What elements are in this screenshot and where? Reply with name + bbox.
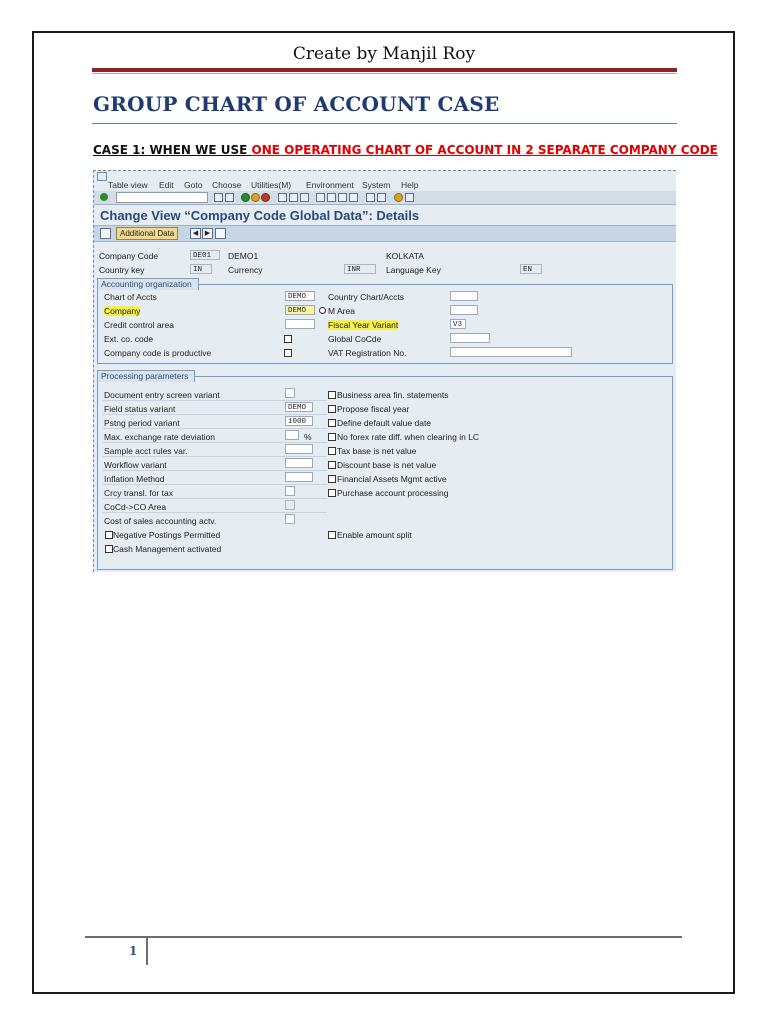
- row-divider: [103, 456, 327, 457]
- doc-entry-screen-variant-label: Document entry screen variant: [104, 390, 220, 400]
- cost-of-sales-field[interactable]: [285, 514, 295, 524]
- vat-registration-field[interactable]: [450, 347, 572, 357]
- display-change-icon[interactable]: [100, 228, 111, 239]
- chart-of-accts-label: Chart of Accts: [104, 292, 157, 302]
- save-icon[interactable]: [225, 193, 234, 202]
- row-divider: [103, 484, 327, 485]
- header-rule-thin: [92, 73, 677, 74]
- inflation-method-label: Inflation Method: [104, 474, 165, 484]
- country-key-field: IN: [190, 264, 212, 274]
- default-value-date-label: Define default value date: [337, 418, 432, 428]
- case-prefix: CASE 1: WHEN WE USE: [93, 143, 252, 157]
- back-arrow-icon[interactable]: [214, 193, 223, 202]
- cash-management-checkbox[interactable]: [105, 545, 113, 553]
- first-page-icon[interactable]: [316, 193, 325, 202]
- sap-screenshot: [93, 170, 676, 572]
- country-chart-label: Country Chart/Accts: [328, 292, 405, 302]
- default-value-date-checkbox[interactable]: [328, 419, 336, 427]
- business-area-label: Business area fin. statements: [337, 390, 449, 400]
- percent-suffix: %: [304, 432, 312, 442]
- new-session-icon[interactable]: [366, 193, 375, 202]
- search-help-icon[interactable]: [319, 307, 326, 314]
- screen-title: Change View “Company Code Global Data”: Details: [100, 208, 420, 223]
- exit-icon[interactable]: [251, 193, 260, 202]
- menu-system[interactable]: System: [362, 180, 391, 190]
- fiscal-year-variant-text: Fiscal Year Variant: [328, 320, 399, 330]
- accounting-organization-title: Accounting organization: [97, 278, 199, 290]
- standard-toolbar: [94, 191, 676, 205]
- menu-goto[interactable]: Goto: [184, 180, 203, 190]
- doc-entry-screen-variant-field[interactable]: [285, 388, 295, 398]
- field-status-variant-field[interactable]: DEMO: [285, 402, 313, 412]
- cocd-co-area-field: [285, 500, 295, 510]
- workflow-variant-field[interactable]: [285, 458, 313, 468]
- currency-field: INR: [344, 264, 376, 274]
- footer-rule: [85, 936, 682, 938]
- row-divider: [103, 428, 327, 429]
- no-forex-diff-checkbox[interactable]: [328, 433, 336, 441]
- next-page-icon[interactable]: [338, 193, 347, 202]
- document-title: GROUP CHART OF ACCOUNT CASE: [93, 92, 500, 116]
- sample-acct-rules-field[interactable]: [285, 444, 313, 454]
- enter-check-icon[interactable]: [100, 193, 108, 201]
- crcy-transl-tax-field[interactable]: [285, 486, 295, 496]
- negative-postings-checkbox[interactable]: [105, 531, 113, 539]
- max-exchange-rate-field[interactable]: [285, 430, 299, 440]
- fiscal-year-variant-field[interactable]: V3: [450, 319, 466, 329]
- tax-base-net-label: Tax base is net value: [337, 446, 417, 456]
- propose-fiscal-year-label: Propose fiscal year: [337, 404, 410, 414]
- fin-assets-mgmt-checkbox[interactable]: [328, 475, 336, 483]
- language-key-label: Language Key: [386, 265, 441, 275]
- credit-control-area-label: Credit control area: [104, 320, 174, 330]
- discount-base-net-checkbox[interactable]: [328, 461, 336, 469]
- posting-period-variant-label: Pstng period variant: [104, 418, 180, 428]
- menu-environment[interactable]: Environment: [306, 180, 354, 190]
- layout-icon[interactable]: [405, 193, 414, 202]
- menu-choose[interactable]: Choose: [212, 180, 242, 190]
- inflation-method-field[interactable]: [285, 472, 313, 482]
- sample-acct-rules-label: Sample acct rules var.: [104, 446, 188, 456]
- no-forex-diff-label: No forex rate diff. when clearing in LC: [337, 432, 480, 442]
- credit-control-area-field[interactable]: [285, 319, 315, 329]
- cocd-co-area-label: CoCd->CO Area: [104, 502, 167, 512]
- page-number: 1: [129, 944, 138, 958]
- company-code-label: Company Code: [99, 251, 159, 261]
- country-chart-field[interactable]: [450, 291, 478, 301]
- ext-co-code-label: Ext. co. code: [104, 334, 154, 344]
- chart-of-accts-field[interactable]: DEMO: [285, 291, 315, 301]
- company-label-text: Company: [104, 306, 141, 316]
- command-field[interactable]: [116, 192, 208, 203]
- print-icon[interactable]: [278, 193, 287, 202]
- propose-fiscal-year-checkbox[interactable]: [328, 405, 336, 413]
- fin-assets-mgmt-label: Financial Assets Mgmt active: [337, 474, 447, 484]
- processing-parameters-title: Processing parameters: [97, 370, 195, 382]
- enable-amount-split-checkbox[interactable]: [328, 531, 336, 539]
- currency-label: Currency: [228, 265, 263, 275]
- language-key-field: EN: [520, 264, 542, 274]
- max-exchange-rate-label: Max. exchange rate deviation: [104, 432, 216, 442]
- case-highlight: ONE OPERATING CHART OF ACCOUNT IN 2 SEPARATE COMPANY CODE: [251, 143, 718, 157]
- menu-table-view[interactable]: Table view: [108, 180, 148, 190]
- ext-co-code-checkbox[interactable]: [284, 335, 292, 343]
- country-key-label: Country key: [99, 265, 145, 275]
- city: KOLKATA: [386, 251, 424, 261]
- global-cocde-field[interactable]: [450, 333, 490, 343]
- find-next-icon[interactable]: [300, 193, 309, 202]
- purchase-account-label: Purchase account processing: [337, 488, 449, 498]
- company-field[interactable]: DEMO: [285, 305, 315, 315]
- row-divider: [103, 498, 327, 499]
- enable-amount-split-label: Enable amount split: [337, 530, 412, 540]
- company-label: [104, 306, 140, 316]
- row-divider: [103, 470, 327, 471]
- menu-utilities[interactable]: Utilities(M): [251, 180, 292, 190]
- previous-entry-icon[interactable]: ◀: [190, 228, 201, 239]
- fm-area-field[interactable]: [450, 305, 478, 315]
- last-page-icon[interactable]: [349, 193, 358, 202]
- company-code-field: DE01: [190, 250, 220, 260]
- find-icon[interactable]: [289, 193, 298, 202]
- additional-data-button[interactable]: Additional Data: [116, 227, 178, 240]
- company-name: DEMO1: [228, 251, 259, 261]
- menu-edit[interactable]: Edit: [159, 180, 174, 190]
- header-author-line: Create by Manjil Roy: [292, 44, 476, 64]
- cost-of-sales-label: Cost of sales accounting actv.: [104, 516, 217, 526]
- row-divider: [103, 414, 327, 415]
- header-rule: [92, 68, 677, 72]
- workflow-variant-label: Workflow variant: [104, 460, 167, 470]
- purchase-account-checkbox[interactable]: [328, 489, 336, 497]
- menu-help[interactable]: Help: [401, 180, 419, 190]
- posting-period-variant-field[interactable]: 1000: [285, 416, 313, 426]
- next-entry-icon[interactable]: ▶: [202, 228, 213, 239]
- help-icon[interactable]: [394, 193, 403, 202]
- cash-management-label: Cash Management activated: [113, 544, 222, 554]
- back-icon[interactable]: [241, 193, 250, 202]
- business-area-checkbox[interactable]: [328, 391, 336, 399]
- negative-postings-label: Negative Postings Permitted: [113, 530, 221, 540]
- cancel-icon[interactable]: [261, 193, 270, 202]
- application-toolbar: [94, 225, 676, 242]
- discount-base-net-label: Discount base is net value: [337, 460, 437, 470]
- vat-registration-label: VAT Registration No.: [328, 348, 407, 358]
- shortcut-icon[interactable]: [377, 193, 386, 202]
- row-divider: [103, 442, 327, 443]
- row-divider: [103, 512, 327, 513]
- field-status-variant-label: Field status variant: [104, 404, 176, 414]
- prev-page-icon[interactable]: [327, 193, 336, 202]
- fiscal-year-variant-label: [328, 320, 398, 330]
- title-rule: [92, 123, 677, 124]
- fm-area-label: M Area: [328, 306, 355, 316]
- productive-checkbox[interactable]: [284, 349, 292, 357]
- menu-bar: [94, 179, 676, 191]
- row-divider: [103, 400, 327, 401]
- case-heading: [93, 143, 718, 157]
- print-icon[interactable]: [215, 228, 226, 239]
- footer-divider: [146, 938, 148, 965]
- tax-base-net-checkbox[interactable]: [328, 447, 336, 455]
- crcy-transl-tax-label: Crcy transl. for tax: [104, 488, 173, 498]
- global-cocde-label: Global CoCde: [328, 334, 382, 344]
- productive-label: Company code is productive: [104, 348, 212, 358]
